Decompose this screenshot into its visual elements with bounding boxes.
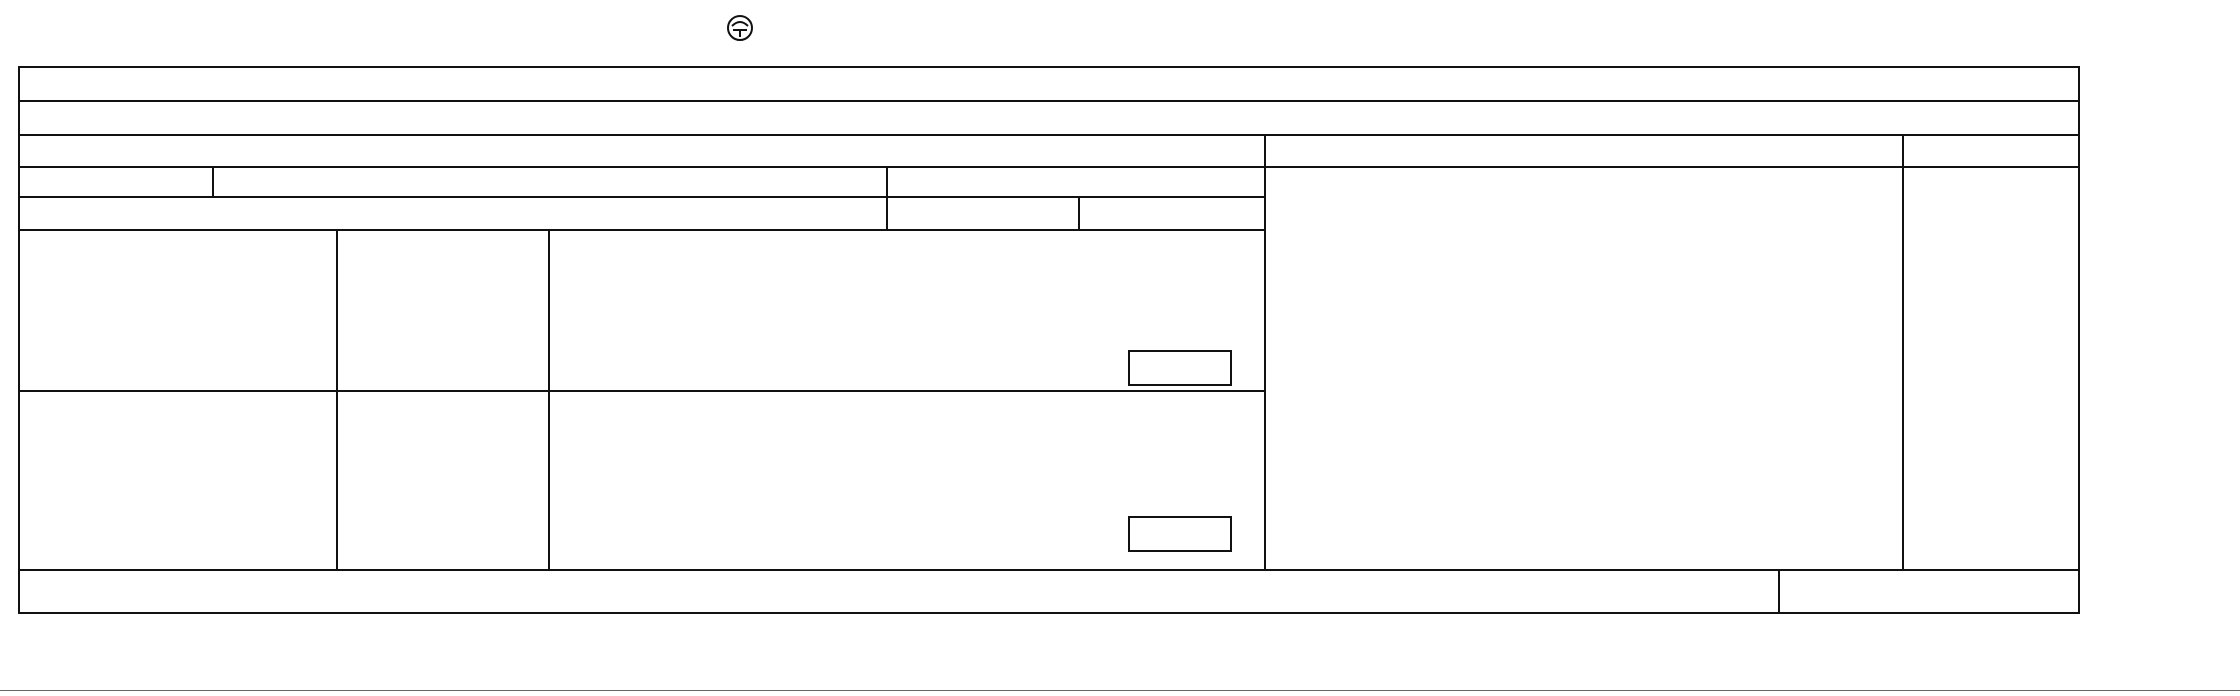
visit2-time-box[interactable] xyxy=(1128,516,1232,552)
bottom-rule xyxy=(0,690,2240,691)
form-frame xyxy=(18,66,2080,614)
certipostal-logo xyxy=(705,12,775,60)
visit1-time-box[interactable] xyxy=(1128,350,1232,386)
barcode xyxy=(1298,8,1880,62)
header xyxy=(0,0,2240,66)
